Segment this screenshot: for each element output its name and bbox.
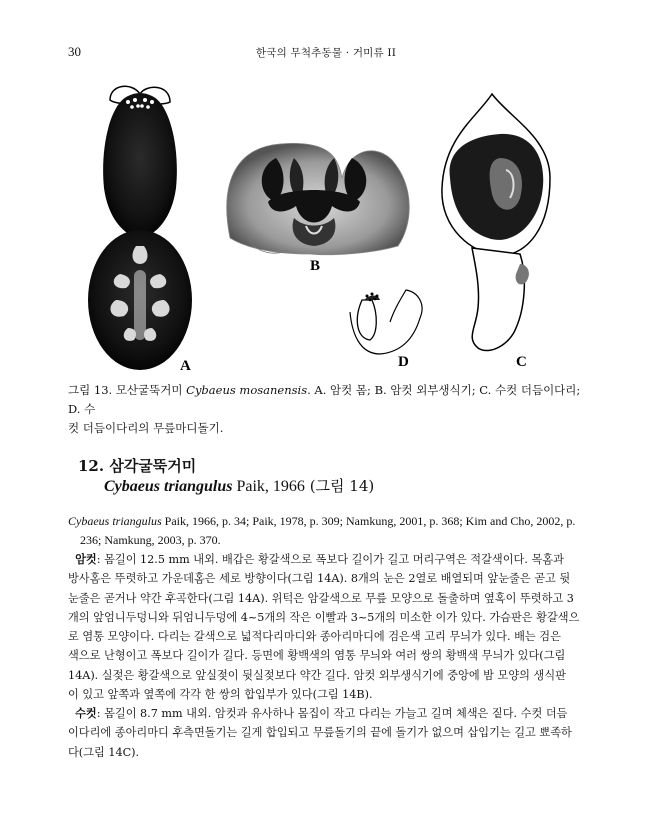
female-description bbox=[68, 550, 588, 704]
caption-rest: . A. 암컷 몸; B. 암컷 외부생식기; C. 수컷 더듬이다리; D. 수 bbox=[68, 383, 581, 416]
female-line-0 bbox=[68, 550, 588, 569]
species-title bbox=[104, 475, 374, 496]
figure-label-b: B bbox=[310, 258, 321, 274]
ref-line2: 236; Namkung, 2003, p. 370. bbox=[80, 533, 221, 547]
caption-species: Cybaeus mosanensis bbox=[186, 383, 308, 397]
spider-body-drawing bbox=[88, 86, 192, 370]
figure-label-a: A bbox=[180, 358, 191, 374]
figure-label-c: C bbox=[516, 354, 527, 370]
ref-species: Cybaeus triangulus bbox=[68, 514, 162, 528]
female-line: 방사홈은 뚜렷하고 가운데홈은 세로 방향이다(그림 14A). 8개의 눈은 2열로 배열되며 앞눈줄은 곧고 뒷 bbox=[68, 572, 571, 586]
figure-label-d: D bbox=[398, 354, 409, 370]
female-line: 색으로 난형이고 폭보다 길이가 길다. 등면에 황백색의 염통 무늬와 여러 쌍의 황백색 무늬가 있다(그림 bbox=[68, 649, 566, 663]
page-number: 30 bbox=[68, 44, 81, 59]
figure-caption bbox=[68, 381, 588, 438]
female-line: 이 있고 앞쪽과 옆쪽에 각각 한 쌍의 합입부가 있다(그림 14B). bbox=[68, 688, 373, 702]
running-title: 한국의 무척추동물 · 거미류 II bbox=[255, 47, 397, 59]
ref-line1: Paik, 1966, p. 34; Paik, 1978, p. 309; Namkung, 2001, p. 368; Kim and Cho, 2002, p. bbox=[161, 514, 576, 528]
male-line: 다(그림 14C). bbox=[68, 745, 140, 759]
caption-line2: 컷 더듬이다리의 무릎마디돌기. bbox=[68, 421, 224, 435]
figure-13 bbox=[80, 78, 580, 378]
male-description bbox=[68, 704, 588, 762]
female-line: 14A). 실젖은 황갈색으로 앞실젖이 뒷실젖보다 약간 길다. 암컷 외부생식기에 중앙에 밤 모양의 생식판 bbox=[68, 668, 566, 682]
species-binomial: Cybaeus triangulus bbox=[104, 478, 233, 495]
male-label: 수컷 bbox=[75, 706, 97, 720]
figure-illustration bbox=[80, 78, 580, 378]
female-line: 개의 앞엄니두덩니와 뒤엄니두덩에 4~5개의 작은 이빨과 3~5개의 미소한 이가 있다. 가슴판은 황갈색으 bbox=[68, 610, 580, 624]
species-figref: (그림 14) bbox=[304, 477, 375, 495]
species-authority: Paik, 1966 bbox=[232, 478, 305, 495]
female-line: 눈줄은 곧거나 약간 후곡한다(그림 14A). 위턱은 암갈색으로 무릎 모양으로 돌출하며 옆혹이 뚜렷하고 3 bbox=[68, 591, 574, 605]
male-line-0 bbox=[68, 704, 588, 723]
male-line: : 몸길이 8.7 mm 내외. 암컷과 유사하나 몸집이 작고 다리는 가늘고 길며 체색은 짙다. 수컷 더듬 bbox=[96, 707, 568, 720]
references bbox=[68, 512, 588, 550]
section-heading: 12. 삼각굴뚝거미 bbox=[78, 457, 197, 475]
female-line: 로 염통 모양이다. 다리는 갈색으로 넓적다리마디와 종아리마디에 검은색 고리 무늬가 있다. 배는 검은 bbox=[68, 630, 561, 644]
male-palp-drawing bbox=[442, 94, 550, 351]
caption-prefix: 그림 13. 모산굴뚝거미 bbox=[68, 383, 187, 397]
patellar-apophysis-drawing bbox=[350, 290, 422, 354]
male-line: 이다리에 종아리마디 후측면돌기는 길게 합입되고 무릎돌기의 끝에 돌기가 없으며 삽입기는 길고 뾰족하 bbox=[68, 726, 572, 740]
female-line: : 몸길이 12.5 mm 내외. 배갑은 황갈색으로 폭보다 길이가 길고 머리구역은 적갈색이다. 목홈과 bbox=[96, 553, 564, 566]
epigyne-drawing bbox=[227, 143, 410, 254]
female-label: 암컷 bbox=[75, 552, 97, 566]
